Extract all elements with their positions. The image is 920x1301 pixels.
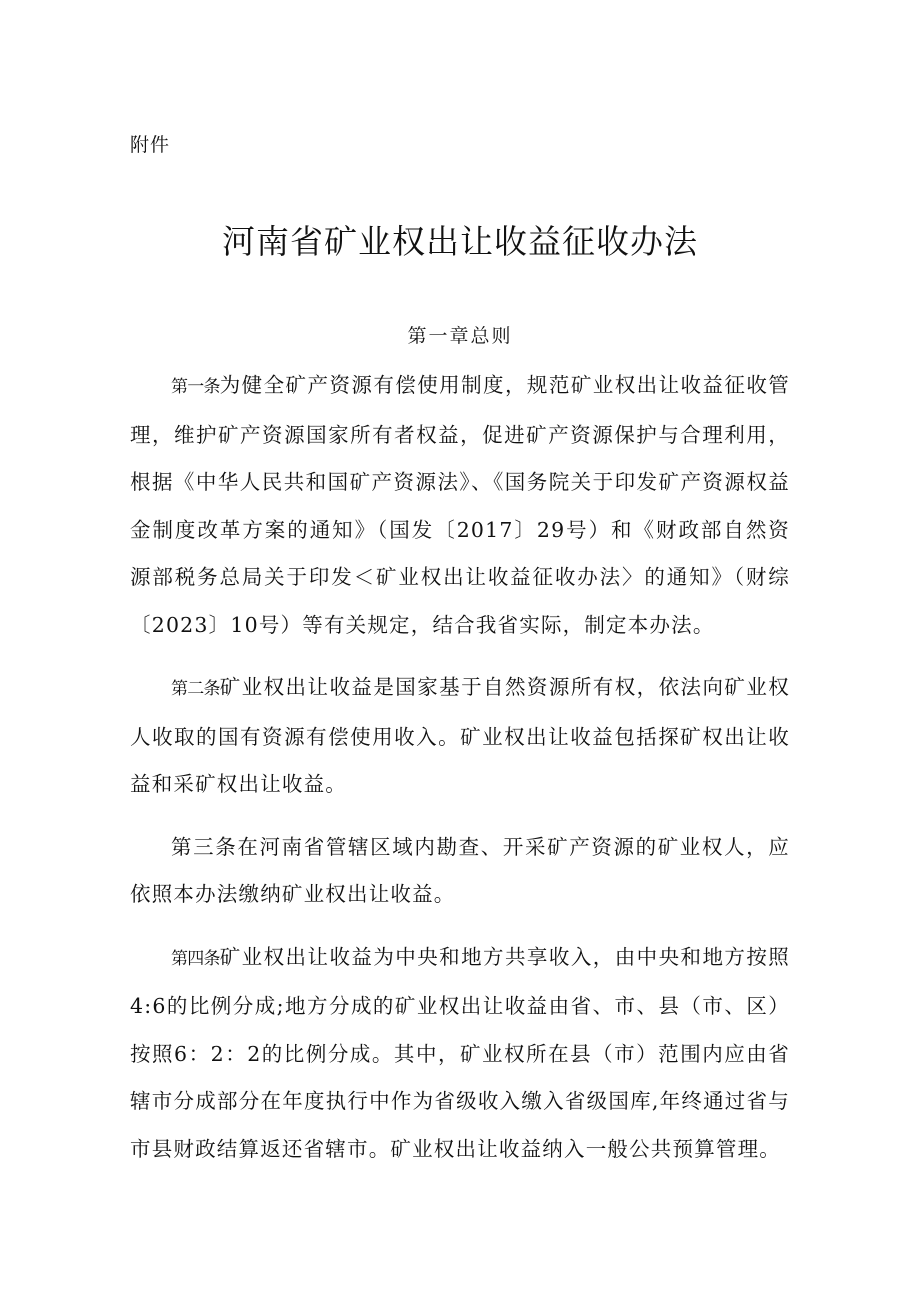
article-1 <box>130 362 790 649</box>
article-2 <box>130 664 790 809</box>
article-text: 矿业权出让收益是国家基于自然资源所有权，依法向矿业权人收取的国有资源有偿使用收入。矿业权出让收益包括探矿权出让收益和采矿权出让收益。 <box>130 675 791 796</box>
article-number: 第一条 <box>171 377 220 397</box>
article-4 <box>130 934 790 1174</box>
chapter-heading: 第一章总则 <box>407 325 513 347</box>
article-number: 第四条 <box>171 948 220 969</box>
document-title: 河南省矿业权出让收益征收办法 <box>222 222 698 261</box>
article-number: 第二条 <box>171 679 220 699</box>
document-body <box>130 362 790 1188</box>
article-text: 为健全矿产资源有偿使用制度，规范矿业权出让收益征收管理，维护矿产资源国家所有者权益，促进矿产资源保护与合理利用，根据《中华人民共和国矿产资源法》、《国务院关于印发矿产资源权益金制度改革方案的通知》（国发〔2017〕29号）和《财政部自然资源部税务总局关于印发＜矿业权出让收益征收办法〉的通知》（财综〔2023〕10号）等有关规定，结合我省实际，制定本办法。 <box>130 373 791 637</box>
article-3 <box>130 824 790 919</box>
article-text: 在河南省管辖区域内勘查、开采矿产资源的矿业权人，应依照本办法缴纳矿业权出让收益。 <box>130 834 790 906</box>
article-number: 第三条 <box>171 834 238 859</box>
article-text: 矿业权出让收益为中央和地方共享收入，由中央和地方按照4:6的比例分成;地方分成的矿业权出让收益由省、市、县（市、区）按照6：2：2的比例分成。其中，矿业权所在县（市）范围内应由省辖市分成部分在年度执行中作为省级收入缴入省级国库,年终通过省与市县财政结算返还省辖市。矿业权出让收益纳入一般公共预算管理。 <box>130 944 791 1161</box>
attachment-label: 附件 <box>130 134 171 156</box>
